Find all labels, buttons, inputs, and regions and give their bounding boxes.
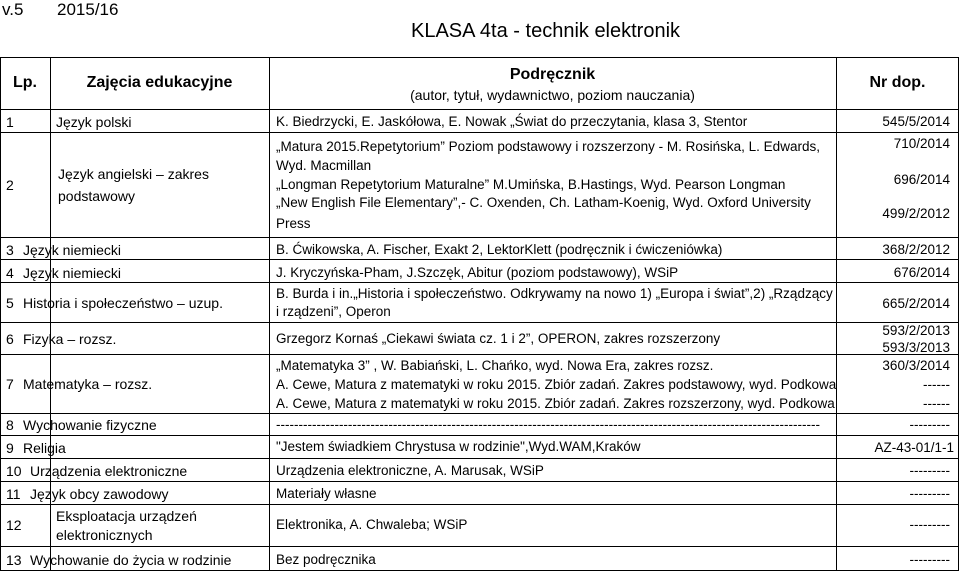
- row-book: Grzegorz Kornaś „Ciekawi świata cz. 1 i 2”, OPERON, zakres rozszerzony: [276, 331, 721, 346]
- row-subject: Wychowanie do życia w rodzinie: [30, 552, 232, 568]
- row-book: B. Ćwikowska, A. Fischer, Exakt 2, LektorKlett (podręcznik i ćwiczeniówka): [276, 242, 723, 257]
- row-nr: 593/2/2013: [882, 323, 950, 338]
- row-subject: Język niemiecki: [23, 242, 122, 258]
- row-book: -------------------------------------------------------------------------------------------------------------------------: [276, 417, 820, 432]
- row-subject: Fizyka – rozsz.: [23, 331, 117, 347]
- row-book: K. Biedrzycki, E. Jaskółowa, E. Nowak „Świat do przeczytania, klasa 3, Stentor: [276, 114, 748, 129]
- row-subject: Historia i społeczeństwo – uzup.: [23, 295, 223, 311]
- row-nr: ---------: [909, 417, 950, 432]
- row-subject-2: podstawowy: [58, 188, 136, 204]
- row-book: „Matematyka 3” , W. Babiański, L. Chańko, wyd. Nowa Era, zakres rozsz.: [276, 358, 714, 373]
- row-subject: Język polski: [56, 114, 132, 130]
- row-lp: 1: [6, 114, 14, 130]
- row-nr-3: 499/2/2012: [882, 206, 950, 221]
- page-title: KLASA 4ta - technik elektronik: [411, 20, 681, 42]
- row-book-5: Press: [276, 216, 311, 231]
- row-subject: Matematyka – rozsz.: [23, 376, 153, 392]
- row-lp: 10: [6, 463, 22, 479]
- row-subject: Język angielski – zakres: [58, 166, 209, 182]
- row-nr: ---------: [909, 486, 950, 501]
- row-lp: 13: [6, 552, 22, 568]
- version-label: v.5: [2, 0, 24, 19]
- row-lp: 9: [6, 440, 14, 456]
- row-nr: ---------: [909, 463, 950, 478]
- row-subject: Wychowanie fizyczne: [23, 417, 157, 433]
- row-nr: ---------: [909, 552, 950, 567]
- row-lp: 2: [6, 177, 14, 193]
- row-book-2: Wyd. Macmillan: [276, 158, 372, 173]
- row-subject: Język obcy zawodowy: [30, 486, 169, 502]
- row-lp: 5: [6, 295, 14, 311]
- school-year: 2015/16: [57, 0, 119, 19]
- row-book: Materiały własne: [276, 486, 377, 501]
- row-subject-2: elektronicznych: [56, 527, 153, 543]
- row-book-2: A. Cewe, Matura z matematyki w roku 2015. Zbiór zadań. Zakres podstawowy, wyd. Podkowa: [276, 377, 837, 392]
- row-nr-2: 593/3/2013: [882, 340, 950, 355]
- row-lp: 7: [6, 376, 14, 392]
- row-nr: AZ-43-01/1-1: [874, 440, 954, 455]
- row-nr: ---------: [909, 517, 950, 532]
- header-book: Podręcznik: [509, 66, 596, 83]
- row-lp: 8: [6, 417, 14, 433]
- row-nr: 545/5/2014: [882, 114, 950, 129]
- row-book-3: „Longman Repetytorium Maturalne” M.Umińska, B.Hastings, Wyd. Pearson Longman: [276, 177, 786, 192]
- header-lp: Lp.: [13, 74, 37, 91]
- row-subject: Urządzenia elektroniczne: [30, 463, 188, 479]
- header-subject: Zajęcia edukacyjne: [86, 74, 233, 91]
- row-lp: 6: [6, 331, 14, 347]
- row-nr: 676/2014: [893, 265, 950, 280]
- row-book-4: „New English File Elementary”,- C. Oxenden, Ch. Latham-Koenig, Wyd. Oxford University: [276, 195, 811, 210]
- row-book: Bez podręcznika: [276, 552, 376, 567]
- row-lp: 11: [6, 486, 21, 502]
- row-book-3: A. Cewe, Matura z matematyki w roku 2015. Zbiór zadań. Zakres rozszerzony, wyd. Podkowa: [276, 396, 835, 411]
- row-book: Elektronika, A. Chwaleba; WSiP: [276, 517, 468, 532]
- row-nr: 665/2/2014: [882, 296, 950, 311]
- row-lp: 4: [6, 265, 14, 281]
- row-book: Urządzenia elektroniczne, A. Marusak, WSiP: [276, 463, 544, 478]
- row-nr: 710/2014: [893, 136, 950, 151]
- row-lp: 12: [6, 517, 22, 533]
- row-nr-3: ------: [923, 396, 950, 411]
- row-book: "Jestem świadkiem Chrystusa w rodzinie",Wyd.WAM,Kraków: [276, 439, 641, 454]
- row-nr: 360/3/2014: [882, 358, 950, 373]
- row-subject: Eksploatacja urządzeń: [56, 508, 197, 524]
- row-book-2: i rządzeni”, Operon: [276, 304, 391, 319]
- row-nr: 368/2/2012: [882, 242, 950, 257]
- row-book: B. Burda i in.„Historia i społeczeństwo. Odkrywamy na nowo 1) „Europa i świat”,2) „Rządzący: [276, 286, 833, 301]
- row-subject: Język niemiecki: [23, 265, 122, 281]
- row-lp: 3: [6, 242, 14, 258]
- row-nr-2: 696/2014: [893, 172, 950, 187]
- row-book: J. Kryczyńska-Pham, J.Szczęk, Abitur (poziom podstawowy), WSiP: [276, 265, 679, 280]
- row-book: „Matura 2015.Repetytorium” Poziom podstawowy i rozszerzony - M. Rosińska, L. Edwards,: [276, 139, 820, 154]
- row-nr-2: ------: [923, 377, 950, 392]
- header-book-sub: (autor, tytuł, wydawnictwo, poziom nauczania): [410, 87, 695, 103]
- row-subject: Religia: [23, 440, 66, 456]
- header-nr: Nr dop.: [869, 74, 926, 91]
